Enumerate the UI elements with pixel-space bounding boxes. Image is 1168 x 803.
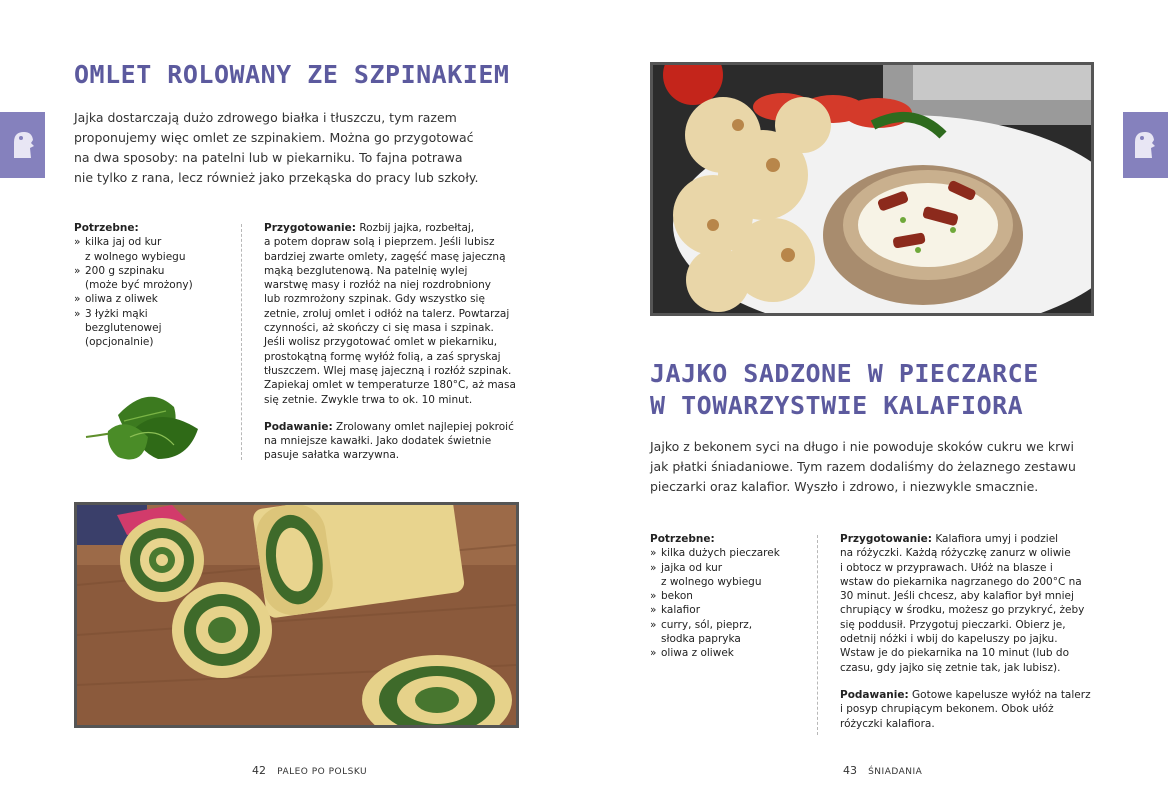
prep-line: czynności, aż skończy ci się masa i szpinak. <box>264 322 494 335</box>
prep-line: mąką bezglutenową. Na patelnię wylej <box>264 264 468 277</box>
ingredients-heading: Potrzebne: <box>74 222 139 234</box>
prep-line: czasu, gdy jajko się zetnie tak, jak lubisz). <box>840 661 1061 674</box>
section-tab-left <box>0 112 45 178</box>
ingredient-item-cont: bezglutenowej <box>85 322 162 335</box>
prep-line: chrupiący w środku, możesz go przykryć, żeby <box>840 604 1085 617</box>
serve-line: Gotowe kapelusze wyłóż na talerz <box>908 688 1091 701</box>
serve-line: i posyp chrupiącym bekonem. Obok ułóż <box>840 703 1054 716</box>
page-running-title: ŚNIADANIA <box>868 767 923 777</box>
page-running-title: PALEO PO POLSKU <box>277 767 368 777</box>
ingredient-item: » oliwa z oliwek <box>650 646 780 660</box>
prep-line: wstaw do piekarnika nagrzanego do 200°C na <box>840 575 1082 588</box>
recipe-intro-mushroom <box>650 437 1076 497</box>
ingredient-item-cont: z wolnego wybiegu <box>85 250 186 263</box>
ingredient-item: » kilka dużych pieczarek <box>650 546 780 560</box>
recipe-title-mushroom <box>650 358 1039 422</box>
ingredients-heading: Potrzebne: <box>650 533 715 545</box>
serve-line: różyczki kalafiora. <box>840 717 935 730</box>
page-number: 42 <box>252 764 266 777</box>
prep-line: się poddusił. Przygotuj pieczarki. Obierz je, <box>840 618 1066 631</box>
prep-line: lub rozmrożony szpinak. Gdy wszystko się <box>264 293 485 306</box>
serve-line: pasuje sałatka warzywna. <box>264 449 400 462</box>
intro-line: Jajka dostarczają dużo zdrowego białka i tłuszczu, tym razem <box>74 110 457 125</box>
prep-line: tłuszczem. Wlej masę jajeczną i rozłóż szpinak. <box>264 364 512 377</box>
omelette-photo <box>74 502 519 728</box>
intro-line: Jajko z bekonem syci na długo i nie powoduje skoków cukru we krwi <box>650 439 1074 454</box>
preparation-heading: Przygotowanie: <box>840 533 932 545</box>
prep-line: Wstaw je do piekarnika na 10 minut (lub do <box>840 647 1070 660</box>
serving-heading: Podawanie: <box>840 688 909 701</box>
ingredient-item: » jajka od kur <box>650 561 780 575</box>
ingredient-item-cont: z wolnego wybiegu <box>661 575 762 588</box>
prep-line: warstwę masy i rozłóż na niej rozdrobniony <box>264 279 491 292</box>
ingredient-item: » kilka jaj od kur <box>74 235 193 249</box>
intro-line: jak płatki śniadaniowe. Tym razem dodaliśmy do żelaznego zestawu <box>650 459 1076 474</box>
ingredient-item: » 3 łyżki mąki <box>74 307 193 321</box>
prep-line: Rozbij jajka, rozbełtaj, <box>355 222 475 234</box>
prep-line: się zetnie. Zwykle trwa to ok. 10 minut. <box>264 393 473 406</box>
intro-line: na dwa sposoby: na patelni lub w piekarniku. To fajna potrawa <box>74 150 463 165</box>
preparation-text-mushroom <box>840 532 1091 731</box>
recipe-title-omelette: OMLET ROLOWANY ZE SZPINAKIEM <box>74 60 510 89</box>
prep-line: prostokątną formę wyłóż folią, a zaś spryskaj <box>264 350 501 363</box>
ingredients-list-mushroom <box>650 532 780 661</box>
serve-line: na mniejsze kawałki. Jako dodatek świetnie <box>264 435 492 448</box>
ingredient-item-cont: słodka papryka <box>661 633 741 646</box>
caveman-icon <box>0 112 45 178</box>
title-line: JAJKO SADZONE W PIECZARCE <box>650 359 1039 388</box>
ingredient-item: » oliwa z oliwek <box>74 292 193 306</box>
serving-heading: Podawanie: <box>264 420 333 433</box>
ingredient-item: » 200 g szpinaku <box>74 264 193 278</box>
intro-line: pieczarki oraz kalafior. Wyszło i zdrowo, i niezwykle smacznie. <box>650 479 1039 494</box>
prep-line: a potem dopraw solą i pieprzem. Jeśli lubisz <box>264 236 495 249</box>
prep-line: 30 minut. Jeśli chcesz, aby kalafior był mniej <box>840 590 1074 603</box>
page-number: 43 <box>843 764 857 777</box>
ingredient-item: » curry, sól, pieprz, <box>650 618 780 632</box>
title-line: W TOWARZYSTWIE KALAFIORA <box>650 391 1024 420</box>
serve-line: Zrolowany omlet najlepiej pokroić <box>332 420 514 433</box>
prep-line: zetnie, zroluj omlet i odłóż na talerz. Powtarzaj <box>264 307 510 320</box>
prep-line: na różyczki. Każdą różyczkę zanurz w oliwie <box>840 547 1071 560</box>
page-footer-left <box>252 759 367 778</box>
ingredient-item-cont: (może być mrożony) <box>85 279 193 292</box>
mushroom-egg-photo <box>650 62 1094 316</box>
caveman-icon <box>1123 112 1168 178</box>
prep-line: i obtocz w przyprawach. Ułóż na blasze i <box>840 561 1053 574</box>
intro-line: proponujemy więc omlet ze szpinakiem. Można go przygotować <box>74 130 474 145</box>
intro-line: nie tylko z rana, lecz również jako przekąska do pracy lub szkoły. <box>74 170 479 185</box>
prep-line: bardziej zwarte omlety, zagęść masę jajeczną <box>264 250 506 263</box>
preparation-text-omelette <box>264 221 516 463</box>
column-divider <box>817 535 818 735</box>
prep-line: Kalafiora umyj i podziel <box>931 533 1059 545</box>
ingredient-item: » bekon <box>650 589 780 603</box>
ingredients-list-omelette <box>74 221 193 350</box>
ingredient-item: » kalafior <box>650 603 780 617</box>
prep-line: Zapiekaj omlet w temperaturze 180°C, aż masa <box>264 379 516 392</box>
spinach-leaves-image <box>78 385 208 475</box>
column-divider <box>241 224 242 460</box>
prep-line: Jeśli wolisz przygotować omlet w piekarniku, <box>264 336 498 349</box>
page-footer-right <box>843 759 922 778</box>
recipe-intro-omelette <box>74 108 478 188</box>
prep-line: odetnij nóżki i wbij do kapeluszy po jajku. <box>840 633 1058 646</box>
ingredient-item-cont: (opcjonalnie) <box>85 336 154 349</box>
preparation-heading: Przygotowanie: <box>264 222 356 234</box>
section-tab-right <box>1123 112 1168 178</box>
